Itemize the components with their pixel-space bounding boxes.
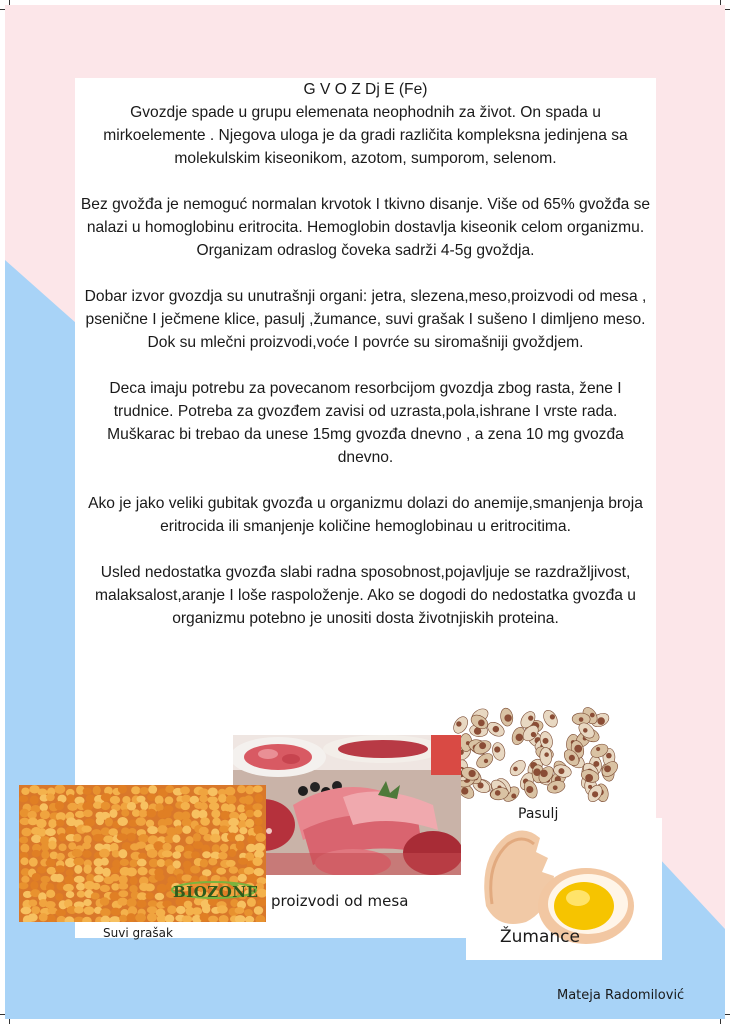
paragraph-4: Deca imaju potrebu za povecanom resorbcijom gvozdja zbog rasta, žene I trudnice. Potreba za gvozđem zavisi od uzrasta,pola,ishrane I vrste rada. Muškarac bi trebao da unese 15mg gvozđa dnevno , a zena 10 mg gvozđa dnevno.	[107, 380, 624, 466]
paragraph-3: Dobar izvor gvozdja su unutrašnji organi: jetra, slezena,meso,proizvodi od mesa , psenične I ječmene klice, pasulj ,žumance, suvi grašak I sušeno I dimljeno meso. Dok su mlečni proizvodi,voće I povrće su siromašniji gvoždjem.	[84, 288, 647, 351]
dried-peas-photo	[19, 785, 266, 922]
article-title: G V O Z Dj E (Fe)	[303, 81, 428, 98]
paragraph-5: Ako je jako veliki gubitak gvozđa u organizmu dolazi do anemije,smanjenja broja eritrocida ili smanjenje količine hemoglobinau u eritrocitima.	[88, 495, 643, 535]
author-name: Mateja Radomilović	[557, 988, 685, 1003]
peas-caption: Suvi grašak	[103, 926, 173, 940]
beans-caption: Pasulj	[518, 806, 559, 822]
brand-logo-text: BIOZONE	[173, 883, 259, 901]
beans-photo	[442, 705, 626, 805]
meat-caption: proizvodi od mesa	[271, 892, 409, 910]
article-body	[80, 78, 651, 653]
meat-products-photo	[233, 735, 461, 875]
brand-logo	[169, 881, 259, 907]
paragraph-2: Bez gvožđa je nemoguć normalan krvotok I tkivno disanje. Više od 65% gvožđa se nalazi u homoglobinu eritrocita. Hemoglobin dostavlja kiseonik celom organizmu. Organizam odraslog čoveka sadrži 4-5g gvoždja.	[80, 196, 651, 259]
paragraph-1: Gvozdje spade u grupu elemenata neophodnih za život. On spada u mirkoelemente . Njegova uloga je da gradi različita kompleksna jedinjena sa molekulskim kiseonikom, azotom, sumporom, selenom.	[103, 104, 628, 167]
yolk-caption: Žumance	[500, 927, 580, 947]
paragraph-6: Usled nedostatka gvozđa slabi radna sposobnost,pojavljuje se razdražljivost, malaksalost,aranje I loše raspoloženje. Ako se dogodi do nedostatka gvozđa u organizmu potebno je unositi dosta životnjiskih proteina.	[95, 564, 636, 627]
